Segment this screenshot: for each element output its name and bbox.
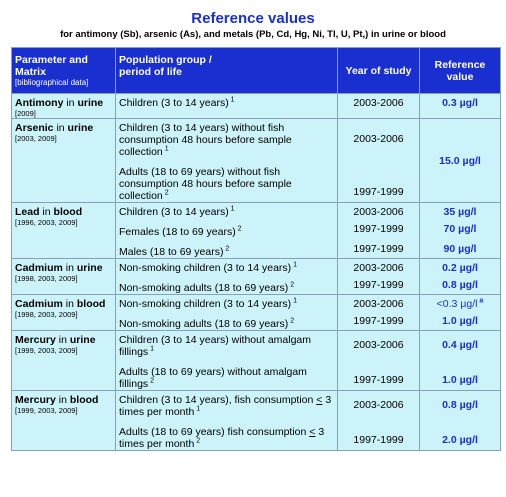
- parameter-matrix: urine: [77, 97, 104, 109]
- header-bibliographical: [bibliographical data]: [15, 78, 89, 87]
- year-cell: [338, 119, 420, 159]
- parameter-cell: [12, 203, 116, 259]
- year-text: 2003-2006: [353, 132, 404, 145]
- table-row: [12, 203, 501, 219]
- header-parameter-line1: Parameter and: [15, 54, 88, 66]
- parameter-in: in: [63, 97, 78, 109]
- year-text: 2003-2006: [353, 206, 404, 218]
- year-text: 1997-1999: [353, 279, 404, 291]
- parameter-cell: [12, 391, 116, 451]
- population-cell: [116, 310, 338, 331]
- footnote-marker: 1: [228, 96, 235, 104]
- year-cell: [338, 259, 420, 275]
- parameter-in: in: [39, 206, 54, 218]
- population-label: Adults (18 to 69 years) without fish consumption 48 hours before sample collection: [119, 166, 292, 202]
- population-text: [119, 97, 334, 109]
- parameter-element: Cadmium: [15, 298, 63, 310]
- population-text: [119, 313, 334, 330]
- reference-value: 1.0 µg/l: [442, 374, 478, 386]
- reference-value-cell: [420, 358, 501, 391]
- reference-value-cell: [420, 274, 501, 295]
- population-label-rest: 3 times per month: [119, 426, 325, 450]
- reference-value-cell: [420, 310, 501, 331]
- parameter-matrix: urine: [76, 262, 103, 274]
- reference-value-cell: [420, 295, 501, 311]
- population-label-rest: 3 times per month: [119, 394, 332, 418]
- reference-value: 15.0 µg/l: [439, 154, 481, 167]
- year-cell: [338, 295, 420, 311]
- parameter-reference: [1999, 2003, 2009]: [15, 346, 78, 355]
- footnote-marker: 2: [223, 245, 230, 253]
- footnote-marker: 1: [291, 297, 298, 305]
- year-text: 1997-1999: [353, 243, 404, 255]
- parameter-cell: [12, 331, 116, 391]
- footnote-marker: 2: [162, 189, 169, 197]
- parameter-element: Arsenic: [15, 122, 54, 134]
- population-cell: [116, 358, 338, 391]
- header-parameter: [12, 48, 116, 94]
- population-text: [119, 161, 334, 202]
- reference-value: 0.3 µg/l: [442, 97, 478, 109]
- table-row: [12, 391, 501, 419]
- table-row: [12, 295, 501, 311]
- reference-value: 0.8 µg/l: [442, 398, 478, 411]
- reference-value-cell: [420, 391, 501, 419]
- year-text: 1997-1999: [353, 223, 404, 235]
- population-label: Females (18 to 69 years): [119, 226, 236, 238]
- parameter-reference: [2003, 2009]: [15, 134, 57, 143]
- reference-value: <0.3 µg/l: [436, 298, 478, 310]
- year-cell: [338, 310, 420, 331]
- reference-value-cell: [420, 259, 501, 275]
- table-row: [12, 259, 501, 275]
- population-label: Non-smoking adults (18 to 69 years): [119, 318, 289, 330]
- table-row: [12, 94, 501, 119]
- population-label: Adults (18 to 69 years) without amalgam fillings: [119, 366, 307, 390]
- footnote-marker: 2: [148, 377, 155, 385]
- population-text: [119, 334, 334, 358]
- population-text: [119, 361, 334, 390]
- reference-value: 2.0 µg/l: [442, 434, 478, 446]
- table-row: [12, 331, 501, 359]
- reference-value: 0.2 µg/l: [442, 262, 478, 274]
- year-cell: [338, 218, 420, 238]
- reference-value-cell: [420, 218, 501, 238]
- population-cell: [116, 259, 338, 275]
- parameter-in: in: [55, 394, 70, 406]
- header-reference-line1: Reference: [434, 58, 486, 71]
- population-cell: [116, 94, 338, 119]
- reference-value: 70 µg/l: [443, 223, 477, 235]
- reference-value-cell: [420, 94, 501, 119]
- population-text: [119, 394, 334, 418]
- footnote-marker: 1: [162, 145, 169, 153]
- page-title: Reference values: [191, 10, 315, 27]
- parameter-reference: [1999, 2003, 2009]: [15, 406, 78, 415]
- reference-value-cell: [420, 119, 501, 203]
- header-population: [116, 48, 338, 94]
- population-label: Children (3 to 14 years): [119, 206, 229, 218]
- population-label: Children (3 to 14 years) without amalgam fillings: [119, 334, 312, 358]
- reference-value-cell: [420, 203, 501, 219]
- parameter-matrix: blood: [76, 298, 106, 310]
- parameter-element: Mercury: [15, 394, 56, 406]
- population-label: Non-smoking adults (18 to 69 years): [119, 282, 289, 294]
- parameter-reference: [1998, 2003, 2009]: [15, 310, 78, 319]
- footnote-marker: 1: [148, 345, 155, 353]
- parameter-reference: [1996, 2003, 2009]: [15, 218, 78, 227]
- year-cell: [338, 391, 420, 419]
- year-text: 1997-1999: [353, 374, 404, 386]
- parameter-cell: [12, 119, 116, 203]
- page-subtitle: for antimony (Sb), arsenic (As), and metals (Pb, Cd, Hg, Ni, Tl, U, Pt,) in urine or blood: [60, 29, 446, 40]
- table-row: [12, 119, 501, 159]
- year-cell: [338, 94, 420, 119]
- population-text: [119, 421, 334, 450]
- population-label: Children (3 to 14 years) without fish consumption 48 hours before sample collection: [119, 122, 292, 158]
- population-text: [119, 277, 334, 294]
- year-cell: [338, 274, 420, 295]
- population-label: Non-smoking children (3 to 14 years): [119, 262, 292, 274]
- population-label: Non-smoking children (3 to 14 years): [119, 298, 292, 310]
- footnote-marker: 1: [228, 205, 235, 213]
- population-text: [119, 122, 334, 158]
- reference-value: 0.8 µg/l: [442, 279, 478, 291]
- year-cell: [338, 203, 420, 219]
- header-year: Year of study: [338, 48, 420, 94]
- population-text: [119, 221, 334, 238]
- parameter-matrix: blood: [53, 206, 83, 218]
- year-cell: [338, 418, 420, 451]
- population-cell: [116, 238, 338, 259]
- year-text: 2003-2006: [353, 338, 404, 351]
- header-reference-line2: value: [446, 70, 474, 83]
- population-cell: [116, 218, 338, 238]
- reference-value: 1.0 µg/l: [442, 315, 478, 327]
- header-population-line2: period of life: [119, 66, 182, 78]
- year-cell: [338, 331, 420, 359]
- parameter-matrix: urine: [67, 122, 94, 134]
- header-parameter-line2: Matrix: [15, 66, 46, 78]
- less-equal-sign: <: [316, 394, 323, 406]
- parameter-element: Cadmium: [15, 262, 63, 274]
- footnote-marker: 2: [235, 225, 242, 233]
- reference-value: 35 µg/l: [443, 206, 477, 218]
- reference-value-cell: [420, 418, 501, 451]
- parameter-element: Antimony: [15, 97, 64, 109]
- parameter-in: in: [62, 298, 77, 310]
- header-population-line1: Population group /: [119, 54, 212, 66]
- parameter-matrix: urine: [69, 334, 96, 346]
- population-label: Males (18 to 69 years): [119, 246, 224, 258]
- parameter-cell: [12, 259, 116, 295]
- parameter-in: in: [62, 262, 77, 274]
- population-text: [119, 241, 334, 258]
- parameter-cell: [12, 295, 116, 331]
- year-cell: [338, 158, 420, 203]
- table-header-row: [12, 48, 501, 94]
- footnote-marker: 1: [194, 405, 201, 413]
- year-text: 1997-1999: [353, 315, 404, 327]
- parameter-in: in: [55, 334, 70, 346]
- parameter-reference: [1998, 2003, 2009]: [15, 274, 78, 283]
- less-equal-sign: <: [309, 426, 316, 438]
- population-text: [119, 262, 334, 274]
- population-label: Adults (18 to 69 years) fish consumption: [119, 426, 310, 438]
- population-text: [119, 206, 334, 218]
- reference-value: 0.4 µg/l: [442, 338, 478, 351]
- year-text: 2003-2006: [353, 97, 404, 109]
- parameter-element: Mercury: [15, 334, 56, 346]
- year-text: 2003-2006: [353, 262, 404, 274]
- year-text: 1997-1999: [353, 186, 404, 198]
- population-cell: [116, 418, 338, 451]
- table-body: [12, 94, 501, 451]
- year-text: 2003-2006: [353, 398, 404, 411]
- population-label: Children (3 to 14 years): [119, 97, 229, 109]
- population-cell: [116, 158, 338, 203]
- year-text: 2003-2006: [353, 298, 404, 310]
- population-cell: [116, 295, 338, 311]
- reference-value-cell: [420, 331, 501, 359]
- population-label: Children (3 to 14 years), fish consumption: [119, 394, 317, 406]
- footnote-marker: 2: [288, 317, 295, 325]
- parameter-cell: [12, 94, 116, 119]
- header-reference: [420, 48, 501, 94]
- year-text: 1997-1999: [353, 434, 404, 446]
- population-cell: [116, 119, 338, 159]
- parameter-reference: [2009]: [15, 109, 36, 118]
- population-cell: [116, 391, 338, 419]
- reference-value-cell: [420, 238, 501, 259]
- year-cell: [338, 358, 420, 391]
- parameter-matrix: blood: [69, 394, 99, 406]
- footnote-marker: 1: [291, 261, 298, 269]
- footnote-marker: 2: [194, 437, 201, 445]
- reference-table: [11, 47, 501, 451]
- parameter-in: in: [53, 122, 68, 134]
- footnote-marker: 2: [288, 281, 295, 289]
- value-footnote-marker: a: [477, 297, 484, 305]
- parameter-element: Lead: [15, 206, 40, 218]
- population-text: [119, 298, 334, 310]
- reference-value: 90 µg/l: [443, 243, 477, 255]
- population-cell: [116, 274, 338, 295]
- population-cell: [116, 331, 338, 359]
- population-cell: [116, 203, 338, 219]
- year-cell: [338, 238, 420, 259]
